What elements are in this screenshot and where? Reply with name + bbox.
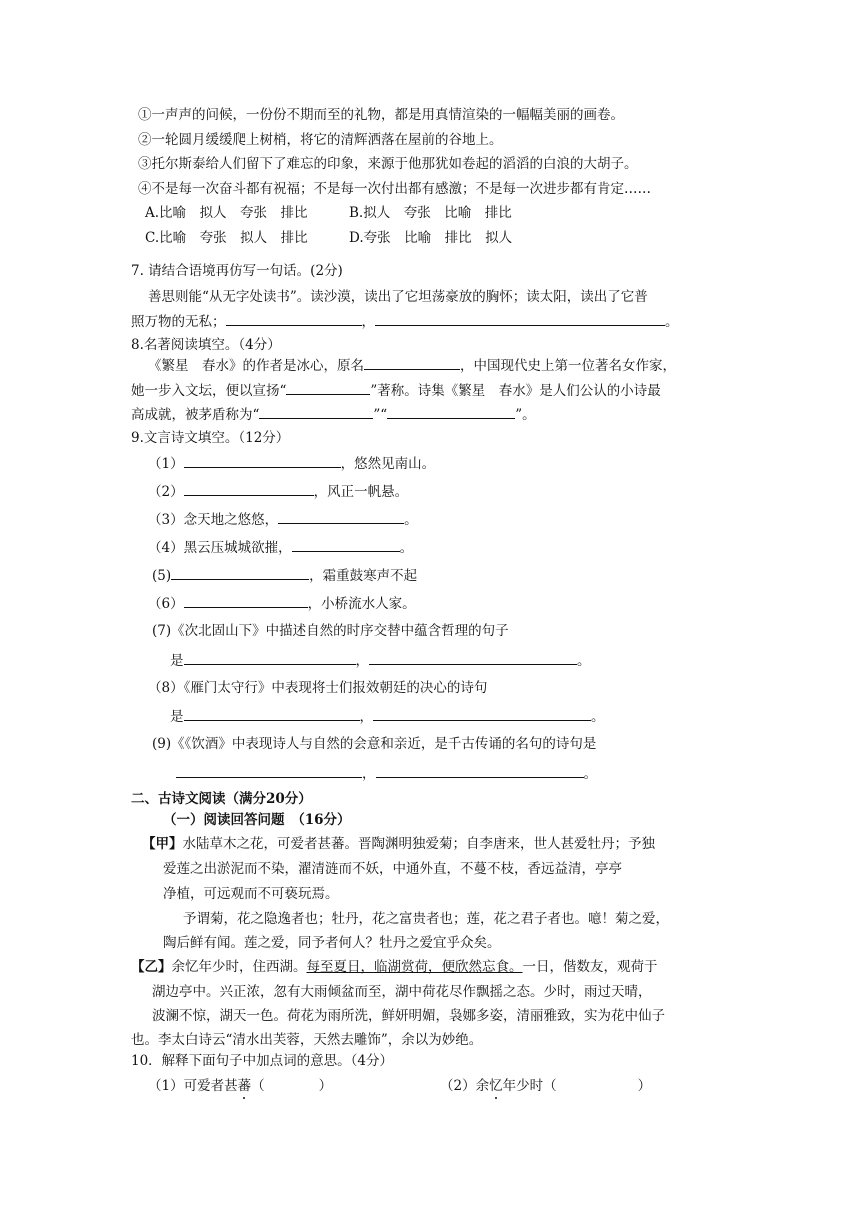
q9-num: (5): [152, 568, 172, 584]
q10-answer-slot[interactable]: （ ）: [251, 1078, 333, 1094]
q9-text: （4）黑云压城城欲摧，: [148, 540, 292, 556]
q7-title: 7. 请结合语境再仿写一句话。(2分): [131, 263, 343, 279]
q7-blank-1[interactable]: [226, 312, 362, 326]
q9-num: （2）: [148, 484, 184, 500]
q9-text: ，悠然见南山。: [340, 456, 436, 472]
passage-jia-line-2: 爱莲之出淤泥而不染，濯清涟而不妖，中通外直，不蔓不枝，香远益清，亭亭: [163, 861, 622, 877]
q7-line-2: [131, 312, 679, 331]
q8-line-2: [131, 381, 661, 400]
q9-item-8: （8）《雁门太守行》中表现将士们报效朝廷的决心的诗句: [148, 680, 488, 696]
passage-yi-line-3: 波澜不惊，湖天一色。荷花为雨所洗，鲜妍明媚，袅娜多姿，清丽雅致，实为花中仙子: [152, 1008, 665, 1024]
passage-jia-line-3: 净植，可远观而不可亵玩焉。: [163, 886, 339, 902]
passage-yi-tag: 【乙】: [131, 959, 172, 975]
q9-blank-8a[interactable]: [184, 707, 360, 721]
sentence-4: ④不是每一次奋斗都有祝福；不是每一次付出都有感激；不是每一次进步都有肯定……: [138, 181, 651, 197]
option-d: D.夸张 比喻 排比 拟人: [349, 230, 513, 246]
q9-blank-2[interactable]: [184, 482, 314, 496]
q10-answer-slot[interactable]: 年少时（ ）: [502, 1078, 652, 1094]
q9-text: 。: [577, 653, 591, 669]
sentence-3: ③托尔斯泰给人们留下了难忘的印象，来源于他那犹如卷起的滔滔的白浪的大胡子。: [138, 156, 638, 172]
q8-line-1: [148, 356, 676, 375]
sentence-1: ①一声声的问候，一份份不期而至的礼物，都是用真情渲染的一幅幅美丽的画卷。: [138, 107, 624, 123]
q9-blank-9b[interactable]: [376, 764, 584, 778]
q9-blank-5[interactable]: [171, 566, 309, 580]
q9-item-6: [148, 594, 416, 613]
q8-text: ，中国现代史上第一位著名女作家，: [460, 358, 676, 374]
dotted-word: 忆: [489, 1078, 503, 1094]
option-b: B.拟人 夸张 比喻 排比: [349, 205, 512, 221]
q9-text: 。: [583, 766, 597, 782]
q9-text: 是: [170, 653, 184, 669]
q9-blank-7a[interactable]: [184, 651, 356, 665]
option-a: A.比喻 拟人 夸张 排比: [145, 205, 308, 221]
q8-text: ”“: [373, 407, 388, 423]
q8-text: ”著称。诗集《繁星 春水》是人们公认的小诗最: [370, 383, 661, 399]
passage-yi-line-4: 也。李太白诗云“清水出芙蓉，天然去雕饰”，余以为妙绝。: [131, 1032, 483, 1048]
q9-blank-3[interactable]: [278, 510, 404, 524]
passage-text: 一日，偕数友，观荷于: [522, 959, 658, 975]
q9-num: （1）: [148, 456, 184, 472]
q9-text: ，: [362, 766, 376, 782]
dotted-word: 蕃: [237, 1078, 252, 1094]
q9-item-3: [148, 510, 418, 529]
q7-line-1: 善思则能“从无字处读书”。读沙漠，读出了它坦荡豪放的胸怀；读太阳，读出了它普: [148, 289, 648, 305]
passage-jia-tag: 【甲】: [142, 836, 183, 852]
q10-part-1: [148, 1077, 332, 1095]
q9-blank-4[interactable]: [292, 538, 400, 552]
q8-line-3: [131, 405, 536, 424]
q7-end: 。: [665, 314, 679, 330]
q9-text: 。: [404, 512, 418, 528]
passage-jia-line-1: [142, 835, 655, 853]
q7-blank-2[interactable]: [375, 312, 665, 326]
passage-jia-line-5: 陶后鲜有闻。莲之爱，同予者何人？牡丹之爱宜乎众矣。: [163, 935, 501, 951]
passage-jia-line-4: 予谓菊，花之隐逸者也；牡丹，花之富贵者也；莲，花之君子者也。噫！菊之爱，: [183, 911, 669, 927]
q9-item-8-answer: [170, 707, 605, 726]
q9-item-9: (9)《《饮酒》中表现诗人与自然的会意和亲近，是千古传诵的名句的诗句是: [152, 736, 597, 752]
q8-text: 高成就，被茅盾称为“: [131, 407, 260, 423]
q9-item-7-answer: [170, 651, 591, 670]
q8-blank-title-2[interactable]: [387, 405, 515, 419]
section-2-title: 二、古诗文阅读（满分20分）: [131, 791, 312, 807]
q9-item-4: [148, 538, 413, 557]
q9-text: ，风正一帆悬。: [313, 484, 409, 500]
q9-text: ，霜重鼓寒声不起: [309, 568, 418, 584]
sentence-2: ②一轮圆月缓缓爬上树梢，将它的清辉洒落在屋前的谷地上。: [138, 132, 503, 148]
q9-num: （6）: [148, 596, 184, 612]
q8-blank-theme[interactable]: [286, 381, 370, 395]
q8-text: ”。: [515, 407, 536, 423]
q9-text: ，: [355, 653, 369, 669]
q9-blank-9a[interactable]: [176, 764, 362, 778]
q10-text: （2）余: [440, 1078, 490, 1094]
q9-blank-6[interactable]: [184, 594, 308, 608]
q9-blank-1[interactable]: [184, 454, 341, 468]
q10-part-2: [440, 1077, 651, 1095]
q8-blank-name[interactable]: [364, 356, 460, 370]
passage-yi-line-1: [131, 958, 658, 976]
q9-text: 。: [399, 540, 414, 556]
q7-comma: ，: [361, 314, 375, 330]
q9-text: 是: [170, 709, 184, 725]
q9-text: ，: [359, 709, 373, 725]
q9-item-9-answer: [176, 764, 597, 783]
q10-text: （1）可爱者甚: [148, 1078, 238, 1094]
underlined-sentence: 每至夏日，临湖赏荷，便欣然忘食。: [306, 959, 523, 975]
q9-item-1: [148, 454, 435, 473]
q9-item-2: [148, 482, 408, 501]
section-2-subtitle: （一）阅读回答问题 （16分）: [163, 812, 351, 828]
q9-text: （3）念天地之悠悠，: [148, 512, 279, 528]
q9-item-5: [152, 566, 417, 585]
q9-item-7: (7)《次北固山下》中描述自然的时序交替中蕴含哲理的句子: [152, 623, 509, 639]
passage-text: 水陆草木之花，可爱者甚蕃。晋陶渊明独爱菊；自李唐来，世人甚爱牡丹；予独: [182, 836, 655, 852]
q9-title: 9.文言诗文填空。（12分）: [131, 430, 290, 446]
passage-text: 余忆年少时，住西湖。: [171, 959, 307, 975]
q8-text: 《繁星 春水》的作者是冰心，原名: [148, 358, 364, 374]
q9-blank-8b[interactable]: [373, 707, 591, 721]
passage-yi-line-2: 湖边亭中。兴正浓，忽有大雨倾盆而至，湖中荷花尽作飘摇之态。少时，雨过天晴，: [152, 984, 652, 1000]
q8-text: 她一步入文坛，便以宣扬“: [131, 383, 287, 399]
q9-text: ，小桥流水人家。: [307, 596, 416, 612]
option-c: C.比喻 夸张 拟人 排比: [145, 230, 308, 246]
q8-title: 8.名著阅读填空。（4分）: [131, 337, 281, 353]
q9-blank-7b[interactable]: [369, 651, 577, 665]
q8-blank-title-1[interactable]: [259, 405, 373, 419]
q9-text: 。: [591, 709, 605, 725]
q10-title: 10．解释下面句子中加点词的意思。（4分）: [131, 1053, 394, 1069]
q7-prefix: 照万物的无私；: [131, 314, 226, 330]
